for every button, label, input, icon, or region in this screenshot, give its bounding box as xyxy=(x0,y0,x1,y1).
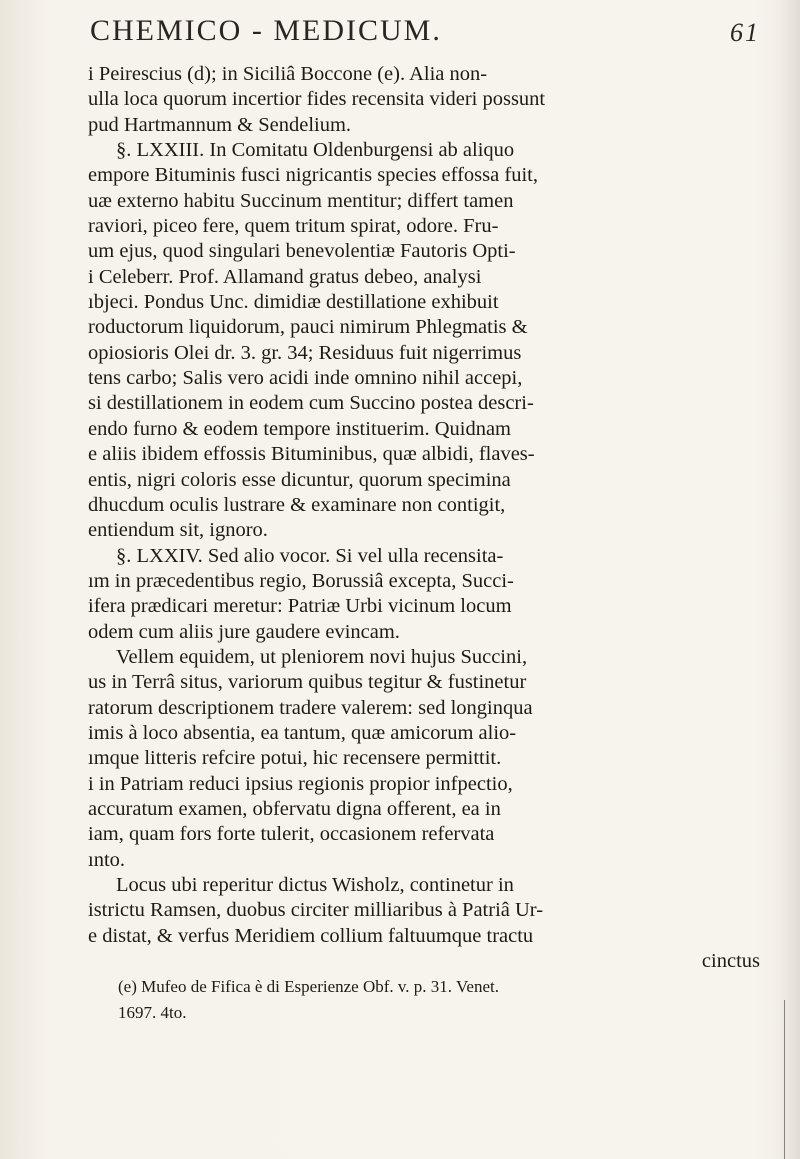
text-line: e aliis ibidem effossis Bituminibus, quæ albidi, flaves- xyxy=(88,443,535,466)
text-line: imis à loco absentia, ea tantum, quæ amicorum alio- xyxy=(88,721,517,744)
text-line: empore Bituminis fusci nigricantis species effossa fuit, xyxy=(88,164,538,187)
running-title: CHEMICO - MEDICUM. xyxy=(90,14,442,47)
text-line: istrictu Ramsen, duobus circiter milliaribus à Patriâ Ur- xyxy=(88,899,544,922)
text-line: i Peirescius (d); in Siciliâ Boccone (e). Alia non- xyxy=(88,63,488,85)
text-line: us in Terrâ situs, variorum quibus tegitur & fustinetur xyxy=(88,671,527,694)
text-line: um ejus, quod singulari benevolentiæ Fautoris Opti- xyxy=(88,240,516,263)
text-line: endo furno & eodem tempore instituerim. Quidnam xyxy=(88,417,512,440)
paragraph-start-line: Locus ubi reperitur dictus Wisholz, continetur in xyxy=(116,874,514,896)
text-line: tens carbo; Salis vero acidi inde omnino nihil accepi, xyxy=(88,367,523,390)
section-heading-line: §. LXXIV. Sed alio vocor. Si vel ulla recensita- xyxy=(116,544,504,567)
text-line: entis, nigri coloris esse dicuntur, quorum specimina xyxy=(88,468,511,491)
text-line: si destillationem in eodem cum Succino postea descri- xyxy=(88,392,534,415)
text-line: roductorum liquidorum, pauci nimirum Phlegmatis & xyxy=(88,316,528,339)
text-line: entiendum sit, ignoro. xyxy=(88,519,268,542)
catchword: cinctus xyxy=(701,950,760,973)
body-text xyxy=(88,62,788,1025)
text-line: uæ externo habitu Succinum mentitur; differt tamen xyxy=(88,189,514,212)
text-line: e distat, & verfus Meridiem collium faltuumque tractu xyxy=(88,924,534,947)
text-line: ifera prædicari meretur: Patriæ Urbi vicinum locum xyxy=(88,595,512,618)
text-line: ımque litteris refcire potui, hic recensere permittit. xyxy=(88,747,502,770)
text-line: pud Hartmannum & Sendelium. xyxy=(88,113,352,136)
text-line: iam, quam fors forte tulerit, occasionem refervata xyxy=(88,823,495,846)
text-line: ıbjeci. Pondus Unc. dimidiæ destillatione exhibuit xyxy=(88,291,499,314)
section-heading-line: §. LXXIII. In Comitatu Oldenburgensi ab aliquo xyxy=(116,139,515,162)
text-line: raviori, piceo fere, quem tritum spirat, odore. Fru- xyxy=(88,215,499,238)
running-head xyxy=(90,14,760,54)
text-line: odem cum aliis jure gaudere evincam. xyxy=(88,620,400,643)
text-line: i in Patriam reduci ipsius regionis propior infpectio, xyxy=(88,772,513,795)
page-edge-line xyxy=(784,1000,785,1159)
text-line: ulla loca quorum incertior fides recensita videri possunt xyxy=(88,88,546,111)
footnote-line: 1697. 4to. xyxy=(118,1002,187,1022)
text-line: accuratum examen, obfervatu digna offerent, ea in xyxy=(88,797,501,820)
text-line: opiosioris Olei dr. 3. gr. 34; Residuus fuit nigerrimus xyxy=(88,341,522,364)
text-line: dhucdum oculis lustrare & examinare non contigit, xyxy=(88,493,506,516)
text-line: ınto. xyxy=(88,848,126,871)
text-line: i Celeberr. Prof. Allamand gratus debeo, analysi xyxy=(88,265,482,288)
footnote-line: (e) Mufeo de Fifica è di Esperienze Obf. v. p. 31. Venet. xyxy=(118,977,499,997)
text-line: ım in præcedentibus regio, Borussiâ excepta, Succi- xyxy=(88,569,514,592)
page-edge-shadow xyxy=(778,0,800,1159)
page-number: 61 xyxy=(730,18,760,47)
paragraph-start-line: Vellem equidem, ut pleniorem novi hujus Succini, xyxy=(116,645,528,668)
text-line: ratorum descriptionem tradere valerem: sed longinqua xyxy=(88,696,533,719)
